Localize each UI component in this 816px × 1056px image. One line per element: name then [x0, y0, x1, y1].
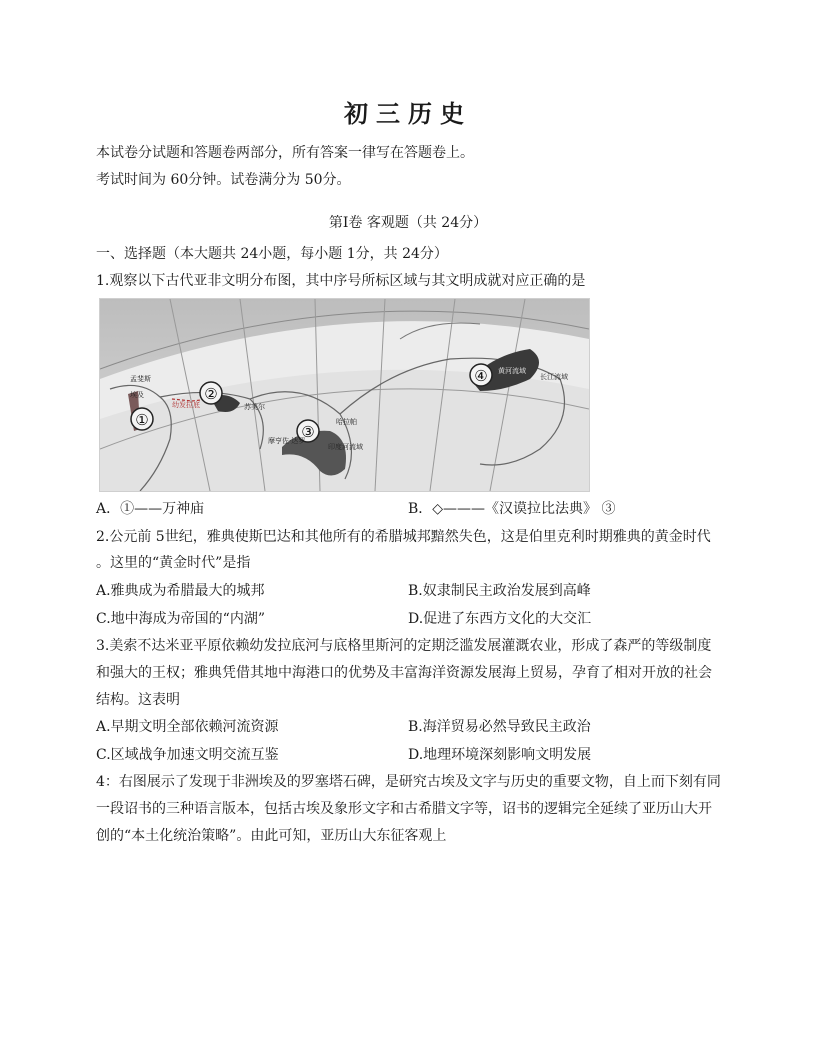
intro-line-1: 本试卷分试题和答题卷两部分，所有答案一律写在答题卷上。: [96, 145, 474, 161]
q4-stem-line-3: 创的“本土化统治策略”。由此可知，亚历山大东征客观上: [96, 828, 447, 844]
q3-option-d: D.地理环境深刻影响文明发展: [408, 747, 592, 763]
marker-1: [131, 408, 153, 430]
q2-option-c: C.地中海成为帝国的“内湖”: [96, 611, 265, 627]
q1-option-a: A．①——万神庙: [96, 501, 205, 517]
ancient-civilizations-map: [99, 298, 590, 492]
label-indus-valley: 印度河流域: [328, 443, 363, 451]
q3-stem-line-3: 结构。这表明: [96, 692, 180, 708]
q1-stem: 1.观察以下古代亚非文明分布图，其中序号所标区域与其文明成就对应正确的是: [96, 273, 586, 289]
q2-stem-line-1: 2.公元前 5世纪，雅典使斯巴达和其他所有的希腊城邦黯然失色，这是伯里克利时期雅典的黄金时代: [96, 529, 711, 545]
label-euphrates: 幼发拉底: [172, 401, 200, 409]
q3-option-a: A.早期文明全部依赖河流资源: [96, 719, 279, 735]
q2-option-b: B.奴隶制民主政治发展到高峰: [408, 583, 591, 599]
label-memphis: 孟斐斯: [130, 375, 151, 383]
label-yellow-river: 黄河流域: [498, 367, 526, 375]
label-harappa: 哈拉帕: [336, 418, 357, 426]
label-mohenjo-daro: 摩亨佐·达罗: [268, 437, 306, 445]
part-heading: 一、选择题（本大题共 24小题，每小题 1分，共 24分）: [96, 246, 448, 262]
q2-stem-line-2: 。这里的“黄金时代”是指: [96, 555, 251, 571]
q1-option-b: B．◇———《汉谟拉比法典》 ③: [408, 501, 616, 517]
marker-2: [200, 382, 222, 404]
q3-option-c: C.区域战争加速文明交流互鉴: [96, 747, 279, 763]
q3-option-b: B.海洋贸易必然导致民主政治: [408, 719, 591, 735]
marker-4-label: ④: [474, 367, 488, 385]
q2-option-d: D.促进了东西方文化的大交汇: [408, 611, 592, 627]
q3-stem-line-2: 和强大的王权；雅典凭借其地中海港口的优势及丰富海洋资源发展海上贸易，孕育了相对开放的社会: [96, 665, 712, 681]
q2-option-a: A.雅典成为希腊最大的城邦: [96, 583, 265, 599]
label-sumer: 苏美尔: [244, 403, 265, 411]
q3-stem-line-1: 3.美索不达米亚平原依赖幼发拉底河与底格里斯河的定期泛滥发展灌溉农业，形成了森严的等级制度: [96, 638, 712, 654]
label-yangtze: 长江流域: [540, 373, 568, 381]
label-egypt: 埃及: [130, 391, 144, 399]
intro-line-2: 考试时间为 60分钟。试卷满分为 50分。: [96, 172, 351, 188]
marker-4: [470, 364, 492, 386]
q4-stem-line-2: 一段诏书的三种语言版本，包括古埃及象形文字和古希腊文字等，诏书的逻辑完全延续了亚历山大开: [96, 801, 712, 817]
marker-2-label: ②: [204, 385, 218, 403]
exam-title: 初三历史: [344, 99, 472, 128]
map-graphic: [100, 299, 589, 491]
marker-3-label: ③: [301, 423, 315, 441]
marker-1-label: ①: [135, 411, 149, 429]
q4-stem-line-1: 4：右图展示了发现于非洲埃及的罗塞塔石碑，是研究古埃及文字与历史的重要文物，自上而下刻有同: [96, 774, 721, 790]
section-title: 第Ⅰ卷 客观题（共 24分）: [328, 215, 488, 231]
